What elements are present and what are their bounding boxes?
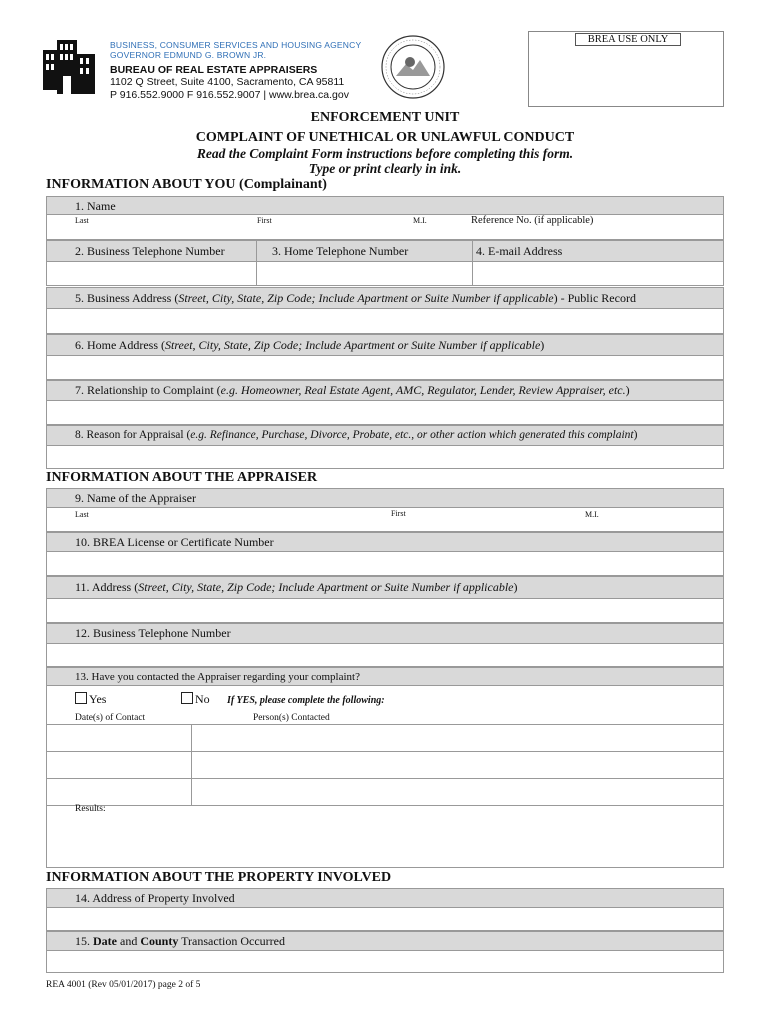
business-address-field[interactable]: [46, 309, 724, 334]
home-phone-label: 3. Home Telephone Number: [257, 241, 473, 261]
relationship-header: [46, 380, 724, 401]
appraiser-first-label: First: [391, 509, 406, 518]
brea-use-only-box: [528, 31, 724, 107]
complainant-name-field[interactable]: [46, 215, 724, 240]
dates-label: Date(s) of Contact: [75, 713, 146, 723]
reason-close: ): [633, 429, 638, 441]
appraiser-phone-field[interactable]: [46, 644, 724, 667]
property-address-header: 14. Address of Property Involved: [46, 888, 724, 908]
transaction-rest: Transaction Occurred: [178, 934, 285, 948]
business-phone-field[interactable]: [47, 262, 257, 285]
appraiser-address-label: 11. Address (: [75, 580, 139, 594]
no-checkbox[interactable]: [181, 692, 193, 704]
email-field[interactable]: [473, 262, 723, 285]
instructions-2: Type or print clearly in ink.: [308, 161, 462, 176]
appraiser-address-hint: Street, City, State, Zip Code; Include Apartment or Suite Number if applicable: [138, 580, 514, 594]
contact-person-field[interactable]: [192, 752, 723, 778]
if-yes-note: If YES, please complete the following:: [227, 695, 385, 706]
unit-title: ENFORCEMENT UNIT: [310, 110, 460, 125]
transaction-header: [46, 931, 724, 951]
transaction-field[interactable]: [46, 951, 724, 973]
relationship-field[interactable]: [46, 401, 724, 425]
no-option[interactable]: [181, 692, 210, 707]
bureau-name: BUREAU OF REAL ESTATE APPRAISERS: [110, 64, 318, 76]
reason-field[interactable]: [46, 446, 724, 469]
yes-label: Yes: [89, 692, 107, 706]
home-address-hint: Street, City, State, Zip Code; Include Apartment or Suite Number if applicable: [165, 338, 541, 352]
home-address-label: 6. Home Address (: [75, 338, 165, 352]
reason-header: [46, 425, 724, 446]
brea-logo: [43, 36, 98, 98]
appraiser-address-header: [46, 576, 724, 599]
appraiser-address-close: ): [513, 580, 518, 594]
appraiser-last-label: Last: [75, 510, 89, 519]
business-address-hint: Street, City, State, Zip Code; Include Apartment or Suite Number if applicable: [178, 291, 554, 305]
appraiser-phone-header: 12. Business Telephone Number: [46, 623, 724, 644]
state-seal-icon: [380, 34, 446, 100]
contact-date-field[interactable]: [47, 752, 191, 778]
results-field[interactable]: [47, 816, 723, 866]
section-complainant: INFORMATION ABOUT YOU (Complainant): [46, 177, 327, 192]
bureau-contact: P 916.552.9000 F 916.552.9007 | www.brea.ca.gov: [110, 89, 349, 101]
last-label: Last: [75, 216, 89, 225]
relationship-close: ): [625, 383, 630, 397]
form-title: COMPLAINT OF UNETHICAL OR UNLAWFUL CONDUCT: [195, 130, 575, 145]
bureau-address: 1102 Q Street, Suite 4100, Sacramento, CA 95811: [110, 76, 345, 88]
transaction-date-word: Date: [93, 934, 117, 948]
reason-label: 8. Reason for Appraisal (: [75, 429, 191, 441]
form-footer: REA 4001 (Rev 05/01/2017) page 2 of 5: [46, 980, 201, 990]
license-header: 10. BREA License or Certificate Number: [46, 532, 724, 552]
contact-person-field[interactable]: [192, 779, 723, 805]
results-label: Results:: [75, 804, 106, 814]
yes-checkbox[interactable]: [75, 692, 87, 704]
section-appraiser: INFORMATION ABOUT THE APPRAISER: [46, 470, 318, 485]
business-address-header: [46, 287, 724, 309]
contact-box: [46, 686, 724, 868]
section-property: INFORMATION ABOUT THE PROPERTY INVOLVED: [46, 870, 392, 885]
home-address-header: [46, 334, 724, 356]
contact-date-field[interactable]: [47, 779, 191, 805]
first-label: First: [257, 216, 272, 225]
yes-option[interactable]: [75, 692, 106, 707]
contact-table: [47, 724, 723, 806]
property-address-field[interactable]: [46, 908, 724, 931]
license-field[interactable]: [46, 552, 724, 576]
transaction-and: and: [117, 934, 141, 948]
mi-label: M.I.: [413, 216, 427, 225]
phone-email-input-row: [46, 262, 724, 286]
no-label: No: [195, 692, 210, 706]
appraiser-mi-label: M.I.: [585, 510, 599, 519]
business-phone-label: 2. Business Telephone Number: [47, 241, 257, 261]
relationship-label: 7. Relationship to Complaint (: [75, 383, 221, 397]
name-header: 1. Name: [46, 196, 724, 215]
relationship-hint: e.g. Homeowner, Real Estate Agent, AMC, Regulator, Lender, Review Appraiser, etc.: [220, 383, 626, 397]
transaction-county-word: County: [140, 934, 179, 948]
transaction-number: 15.: [75, 934, 93, 948]
contact-person-field[interactable]: [192, 725, 723, 751]
phone-email-header-row: [46, 240, 724, 262]
home-phone-field[interactable]: [257, 262, 473, 285]
appraiser-name-header: 9. Name of the Appraiser: [46, 488, 724, 508]
home-address-close: ): [540, 338, 545, 352]
business-address-public: ) - Public Record: [553, 291, 636, 305]
appraiser-name-field[interactable]: [46, 508, 724, 532]
reference-label: Reference No. (if applicable): [471, 215, 594, 226]
brea-use-only-label: BREA USE ONLY: [575, 33, 681, 46]
persons-label: Person(s) Contacted: [253, 713, 330, 723]
agency-line-2: GOVERNOR EDMUND G. BROWN JR.: [110, 50, 267, 60]
contact-date-field[interactable]: [47, 725, 191, 751]
instructions-1: Read the Complaint Form instructions before completing this form.: [196, 146, 574, 161]
reason-hint: e.g. Refinance, Purchase, Divorce, Probate, etc., or other action which generated this complaint: [190, 429, 634, 441]
contacted-header: 13. Have you contacted the Appraiser regarding your complaint?: [46, 667, 724, 686]
business-address-label: 5. Business Address (: [75, 291, 179, 305]
home-address-field[interactable]: [46, 356, 724, 380]
email-label: 4. E-mail Address: [476, 244, 563, 258]
appraiser-address-field[interactable]: [46, 599, 724, 623]
agency-line-1: BUSINESS, CONSUMER SERVICES AND HOUSING AGENCY: [110, 40, 362, 50]
